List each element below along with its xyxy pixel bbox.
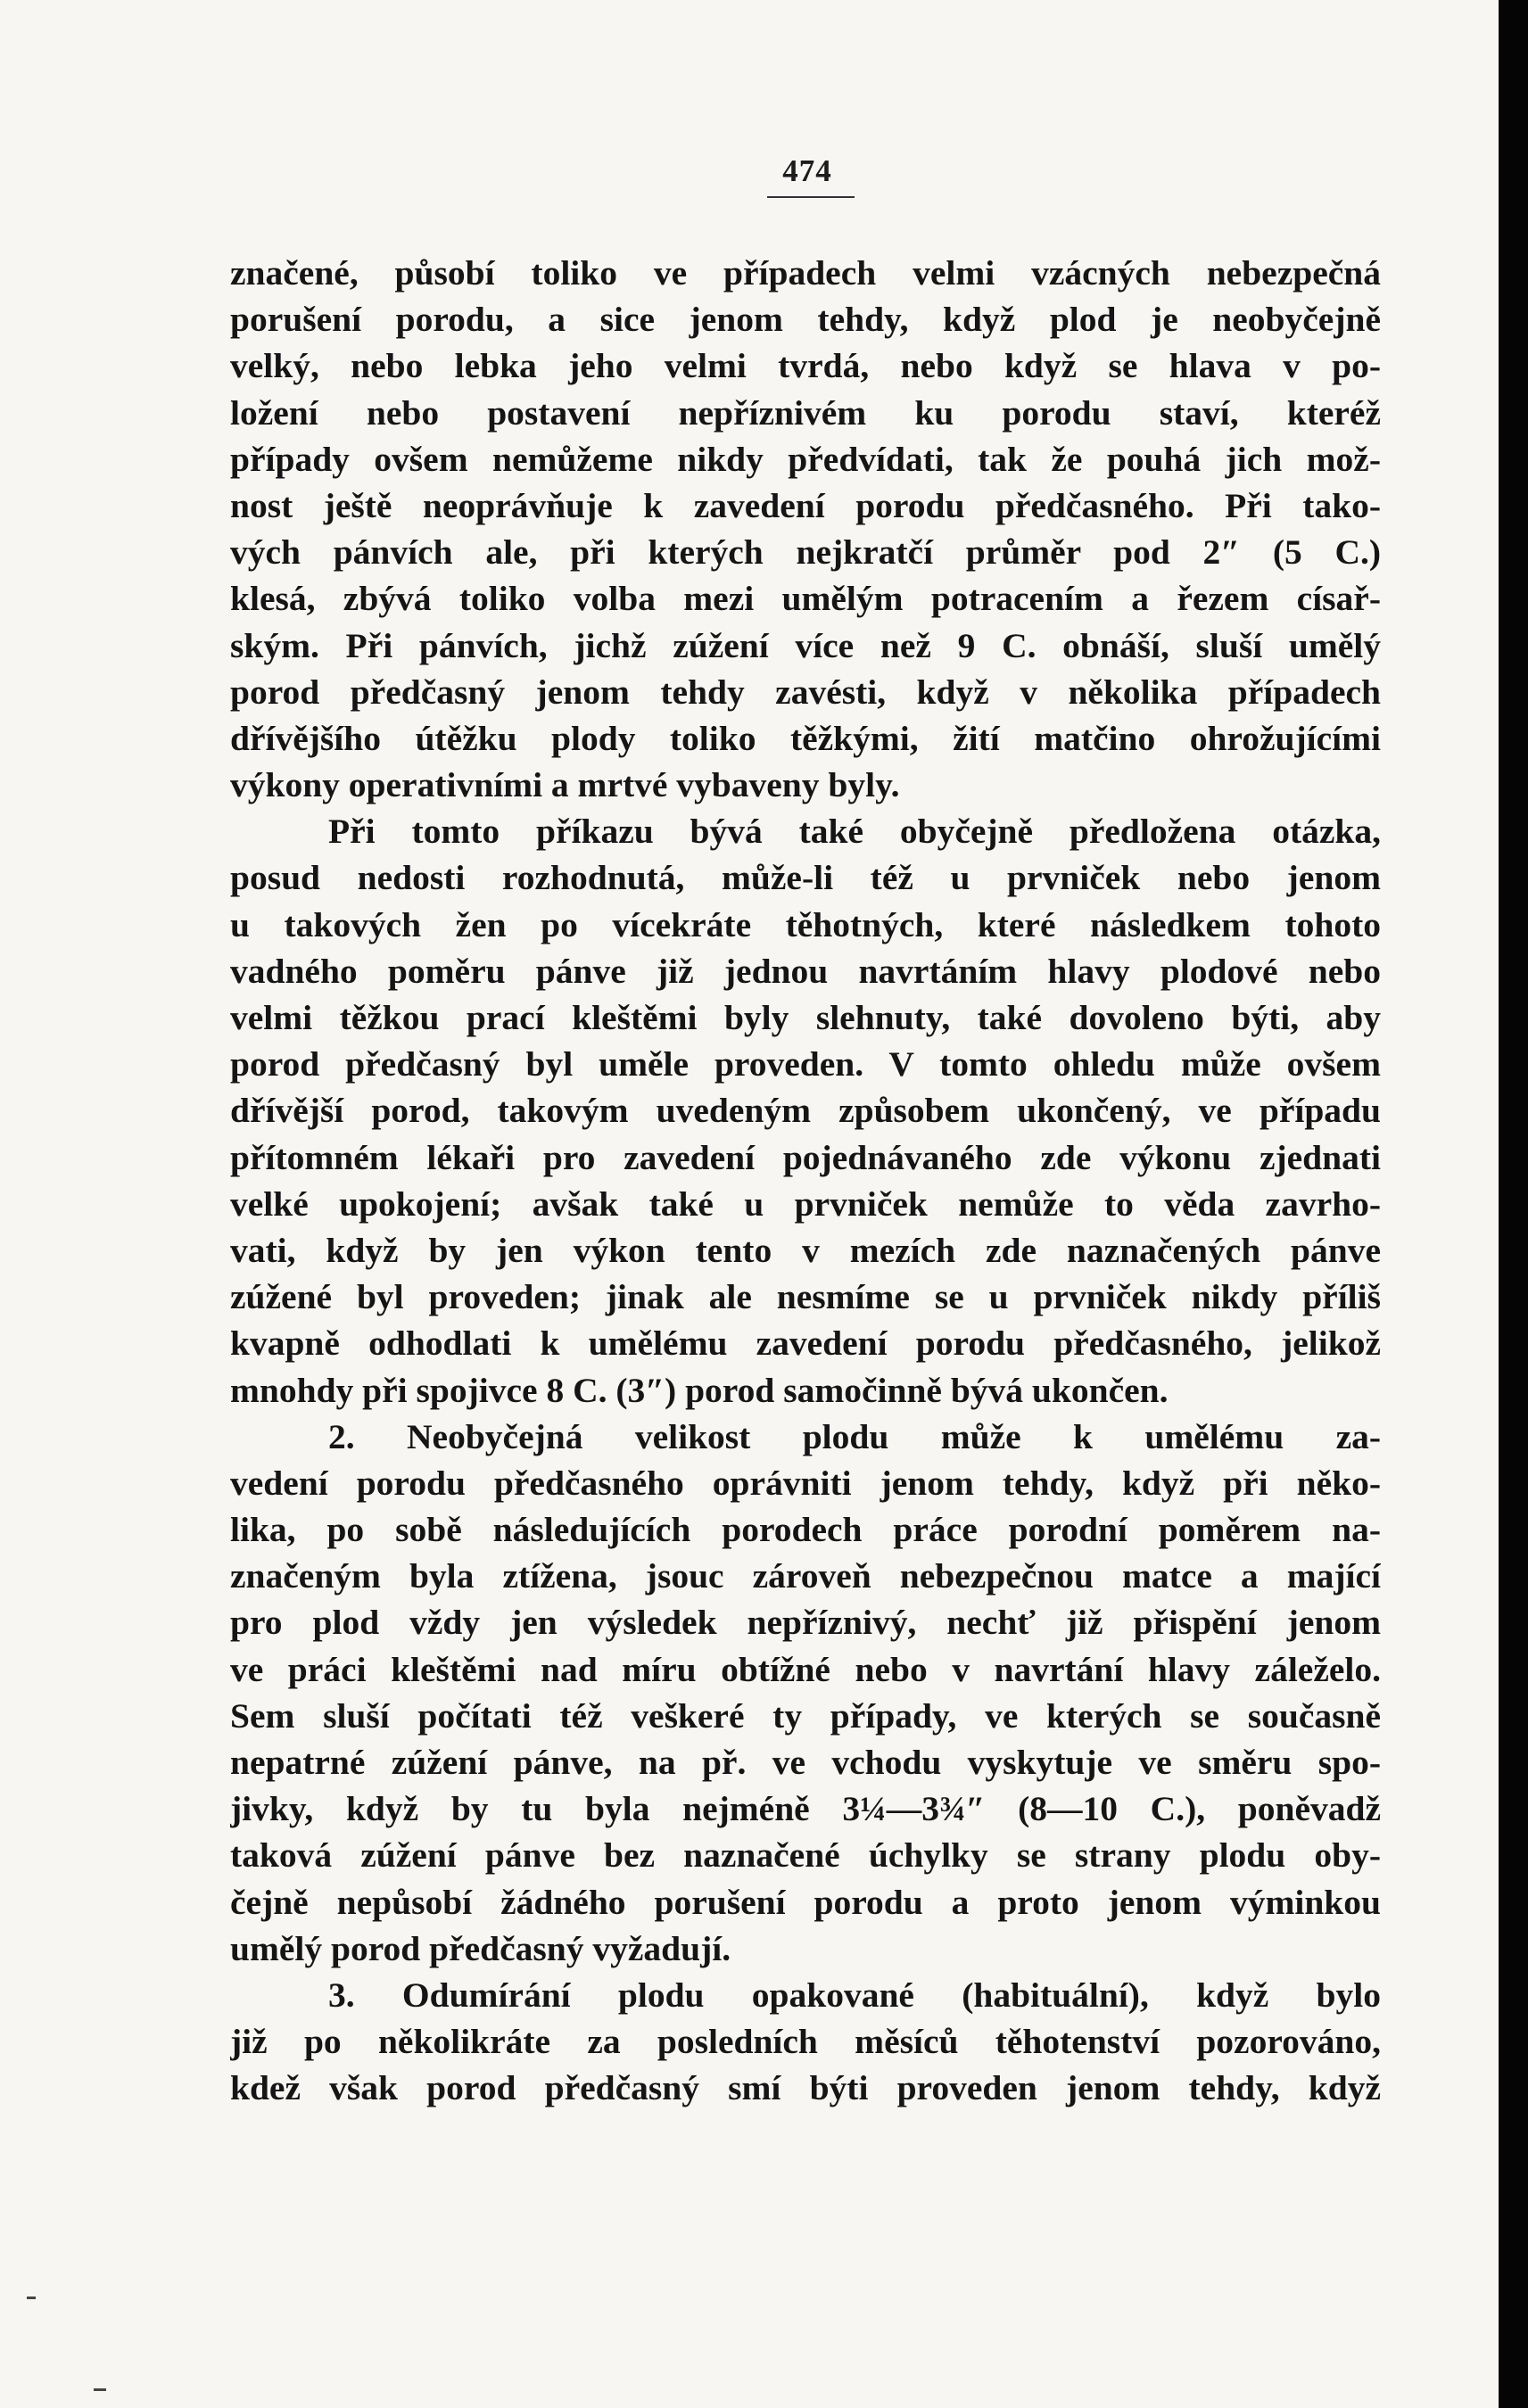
text-line: výkony operativními a mrtvé vybaveny byly. <box>230 765 900 805</box>
scan-artifact <box>27 2297 36 2299</box>
text-line: porušení porodu, a sice jenom tehdy, když plod je neobyčejně <box>230 300 1381 340</box>
body-text <box>230 250 1381 2112</box>
paragraph-start-line: 2. Neobyčejná velikost plodu může k umělému za- <box>328 1416 1381 1456</box>
text-line: nepatrné zúžení pánve, na př. ve vchodu vyskytuje ve směru spo- <box>230 1743 1381 1782</box>
text-line: značené, působí toliko ve případech velmi vzácných nebezpečná <box>230 253 1381 293</box>
text-line: ve práci kleštěmi nad míru obtížné nebo v navrtání hlavy záleželo. <box>230 1649 1381 1689</box>
text-line: velký, nebo lebka jeho velmi tvrdá, nebo když se hlava v po- <box>230 346 1381 386</box>
text-line: klesá, zbývá toliko volba mezi umělým potracením a řezem císař- <box>230 579 1381 619</box>
text-line: vati, když by jen výkon tento v mezích zde naznačených pánve <box>230 1230 1381 1270</box>
text-line: jivky, když by tu byla nejméně 3¼—3¾″ (8—10 C.), poněvadž <box>230 1789 1381 1829</box>
text-line: přítomném lékaři pro zavedení pojednávaného zde výkonu zjednati <box>230 1137 1381 1177</box>
text-line: Sem sluší počítati též veškeré ty případy, ve kterých se současně <box>230 1695 1381 1736</box>
text-line: porod předčasný byl uměle proveden. V tomto ohledu může ovšem <box>230 1044 1381 1084</box>
text-line: čejně nepůsobí žádného porušení porodu a proto jenom výminkou <box>230 1882 1381 1922</box>
text-line: ložení nebo postavení nepříznivém ku porodu staví, kteréž <box>230 392 1381 433</box>
text-line: vých pánvích ale, při kterých nejkratčí průměr pod 2″ (5 C.) <box>230 532 1381 573</box>
text-line: dřívějšího útěžku plody toliko těžkými, žití matčino ohrožujícími <box>230 718 1381 758</box>
page-number-rule <box>767 196 855 198</box>
text-line: u takových žen po vícekráte těhotných, které následkem tohoto <box>230 904 1381 944</box>
paragraph-start-line: 3. Odumírání plodu opakované (habituální), když bylo <box>328 1975 1381 2015</box>
text-line: mnohdy při spojivce 8 C. (3″) porod samočinně bývá ukončen. <box>230 1370 1169 1410</box>
text-line: ským. Při pánvích, jichž zúžení více než 9 C. obnáší, sluší umělý <box>230 625 1381 665</box>
paragraph-start-line: Při tomto příkazu bývá také obyčejně předložena otázka, <box>328 812 1381 852</box>
text-line: velmi těžkou prací kleštěmi byly slehnuty, také dovoleno býti, aby <box>230 998 1381 1037</box>
text-line: již po několikráte za posledních měsíců těhotenství pozorováno, <box>230 2022 1381 2062</box>
scan-artifact <box>94 2388 106 2391</box>
text-line: velké upokojení; avšak také u prvniček nemůže to věda zavrho- <box>230 1183 1381 1224</box>
text-line: kdež však porod předčasný smí býti proveden jenom tehdy, když <box>230 2068 1381 2108</box>
text-line: umělý porod předčasný vyžadují. <box>230 1928 731 1968</box>
text-line: lika, po sobě následujících porodech práce porodní poměrem na- <box>230 1510 1381 1550</box>
text-line: vedení porodu předčasného oprávniti jenom tehdy, když při něko- <box>230 1463 1381 1503</box>
text-line: pro plod vždy jen výsledek nepříznivý, nechť již přispění jenom <box>230 1603 1381 1643</box>
text-line: nost ještě neoprávňuje k zavedení porodu předčasného. Při tako- <box>230 485 1381 525</box>
page-number: 474 <box>782 153 832 188</box>
text-line: posud nedosti rozhodnutá, může-li též u prvniček nebo jenom <box>230 858 1381 898</box>
text-line: porod předčasný jenom tehdy zavésti, když v několika případech <box>230 672 1381 712</box>
text-line: kvapně odhodlati k umělému zavedení porodu předčasného, jelikož <box>230 1324 1381 1364</box>
text-line: vadného poměru pánve již jednou navrtáním hlavy plodové nebo <box>230 951 1381 991</box>
text-line: značeným byla ztížena, jsouc zároveň nebezpečnou matce a mající <box>230 1556 1381 1596</box>
text-line: dřívější porod, takovým uvedeným způsobem ukončený, ve případu <box>230 1091 1381 1131</box>
text-line: taková zúžení pánve bez naznačené úchylky se strany plodu oby- <box>230 1835 1381 1876</box>
scan-border <box>1499 0 1528 2408</box>
text-line: zúžené byl proveden; jinak ale nesmíme se u prvniček nikdy příliš <box>230 1277 1381 1317</box>
text-line: případy ovšem nemůžeme nikdy předvídati, tak že pouhá jich mož- <box>230 439 1381 479</box>
